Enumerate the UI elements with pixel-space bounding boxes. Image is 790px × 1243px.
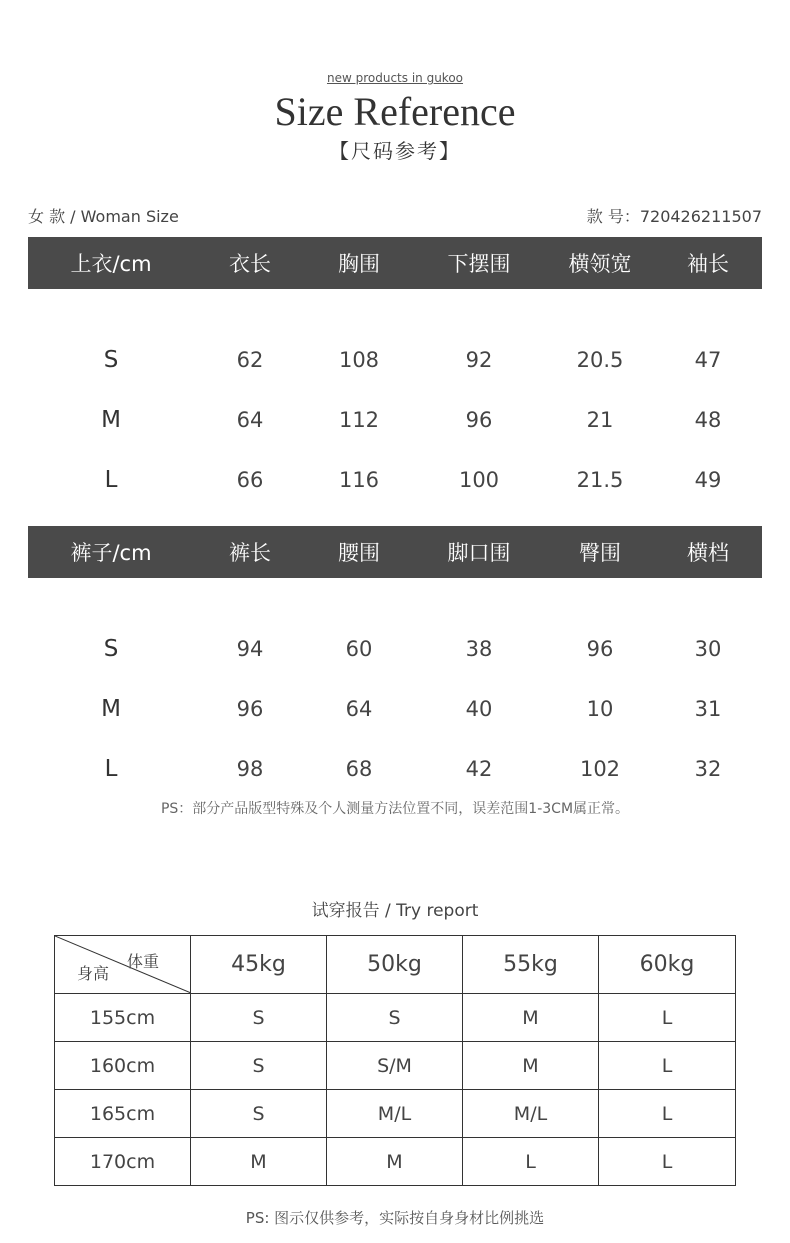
- style-number: 款 号：720426211507: [586, 207, 762, 226]
- header-cell: 臀围: [546, 526, 654, 578]
- table-cell: 60: [345, 637, 373, 661]
- tops-size-table: [28, 237, 762, 510]
- table-cell: L: [599, 1090, 736, 1138]
- table-header-row: [28, 526, 762, 578]
- table-row: [28, 739, 762, 799]
- table-cell: 21: [586, 408, 614, 432]
- table-row: [28, 390, 762, 450]
- table-cell: 38: [465, 637, 493, 661]
- table-cell: 96: [586, 637, 614, 661]
- table-cell: 32: [694, 757, 722, 781]
- table-cell: S: [191, 994, 327, 1042]
- table-header-row: [28, 237, 762, 289]
- table-cell: 68: [345, 757, 373, 781]
- table-cell: 116: [338, 468, 380, 492]
- page-subtitle: 【尺码参考】: [329, 139, 461, 163]
- weight-header: 55kg: [463, 936, 599, 994]
- measurement-note: PS：部分产品版型特殊及个人测量方法位置不同，误差范围1-3CM属正常。: [160, 801, 630, 817]
- table-header-row: [55, 936, 736, 994]
- table-cell: 10: [586, 697, 614, 721]
- diagonal-divider: [55, 936, 190, 993]
- table-cell: 96: [236, 697, 264, 721]
- table-cell: 94: [236, 637, 264, 661]
- table-row: [28, 330, 762, 390]
- table-cell: 40: [465, 697, 493, 721]
- table-cell: S/M: [327, 1042, 463, 1090]
- table-cell: 108: [338, 348, 380, 372]
- table-cell: 49: [694, 468, 722, 492]
- table-cell: 48: [694, 408, 722, 432]
- size-cell: M: [101, 696, 121, 722]
- table-cell: 20.5: [576, 348, 624, 372]
- table-cell: M/L: [463, 1090, 599, 1138]
- table-row: [28, 450, 762, 510]
- table-row: [28, 679, 762, 739]
- size-cell: S: [103, 347, 119, 373]
- table-cell: 62: [236, 348, 264, 372]
- table-cell: 21.5: [576, 468, 624, 492]
- weight-header: 45kg: [191, 936, 327, 994]
- table-cell: 30: [694, 637, 722, 661]
- weight-axis-label: 体重: [127, 952, 160, 971]
- header-cell: 胸围: [306, 237, 412, 289]
- table-cell: 96: [465, 408, 493, 432]
- table-row: [55, 994, 736, 1042]
- header-cell: 腰围: [306, 526, 412, 578]
- table-cell: 47: [694, 348, 722, 372]
- table-cell: 98: [236, 757, 264, 781]
- table-row: [55, 1042, 736, 1090]
- table-row: [28, 619, 762, 679]
- table-row: [55, 1090, 736, 1138]
- header-cell: 横领宽: [546, 237, 654, 289]
- table-cell: 92: [465, 348, 493, 372]
- header-cell: 上衣/cm: [28, 237, 194, 289]
- height-cell: 160cm: [55, 1042, 191, 1090]
- corner-cell: [55, 936, 191, 994]
- header-cell: 衣长: [194, 237, 306, 289]
- height-axis-label: 身高: [77, 964, 110, 983]
- weight-header: 50kg: [327, 936, 463, 994]
- table-cell: 64: [345, 697, 373, 721]
- size-category-label: 女 款 / Woman Size: [28, 207, 179, 226]
- table-cell: L: [463, 1138, 599, 1186]
- pants-size-table: [28, 526, 762, 799]
- table-cell: S: [191, 1042, 327, 1090]
- size-cell: S: [103, 636, 119, 662]
- header-cell: 脚口围: [412, 526, 546, 578]
- size-cell: M: [101, 407, 121, 433]
- header-cell: 裤长: [194, 526, 306, 578]
- header-cell: 裤子/cm: [28, 526, 194, 578]
- table-cell: 66: [236, 468, 264, 492]
- table-cell: L: [599, 1138, 736, 1186]
- table-cell: 42: [465, 757, 493, 781]
- brand-tagline: new products in gukoo: [326, 71, 464, 85]
- table-row: [55, 1138, 736, 1186]
- table-cell: 112: [338, 408, 380, 432]
- height-cell: 155cm: [55, 994, 191, 1042]
- try-report-table: [54, 935, 736, 1186]
- table-cell: S: [191, 1090, 327, 1138]
- height-cell: 170cm: [55, 1138, 191, 1186]
- try-report-title: 试穿报告 / Try report: [311, 901, 479, 921]
- table-cell: M: [463, 1042, 599, 1090]
- page-title: Size Reference: [274, 89, 516, 134]
- table-cell: 100: [458, 468, 500, 492]
- table-cell: M/L: [327, 1090, 463, 1138]
- table-cell: 102: [579, 757, 621, 781]
- fit-note: PS: 图示仅供参考，实际按自身身材比例挑选: [245, 1209, 545, 1227]
- table-cell: M: [327, 1138, 463, 1186]
- header-cell: 袖长: [654, 237, 762, 289]
- header-cell: 下摆围: [412, 237, 546, 289]
- header-cell: 横档: [654, 526, 762, 578]
- table-cell: 31: [694, 697, 722, 721]
- height-cell: 165cm: [55, 1090, 191, 1138]
- table-cell: L: [599, 994, 736, 1042]
- table-cell: 64: [236, 408, 264, 432]
- weight-header: 60kg: [599, 936, 736, 994]
- table-cell: M: [463, 994, 599, 1042]
- size-cell: L: [104, 467, 118, 493]
- table-cell: S: [327, 994, 463, 1042]
- table-cell: M: [191, 1138, 327, 1186]
- size-cell: L: [104, 756, 118, 782]
- table-cell: L: [599, 1042, 736, 1090]
